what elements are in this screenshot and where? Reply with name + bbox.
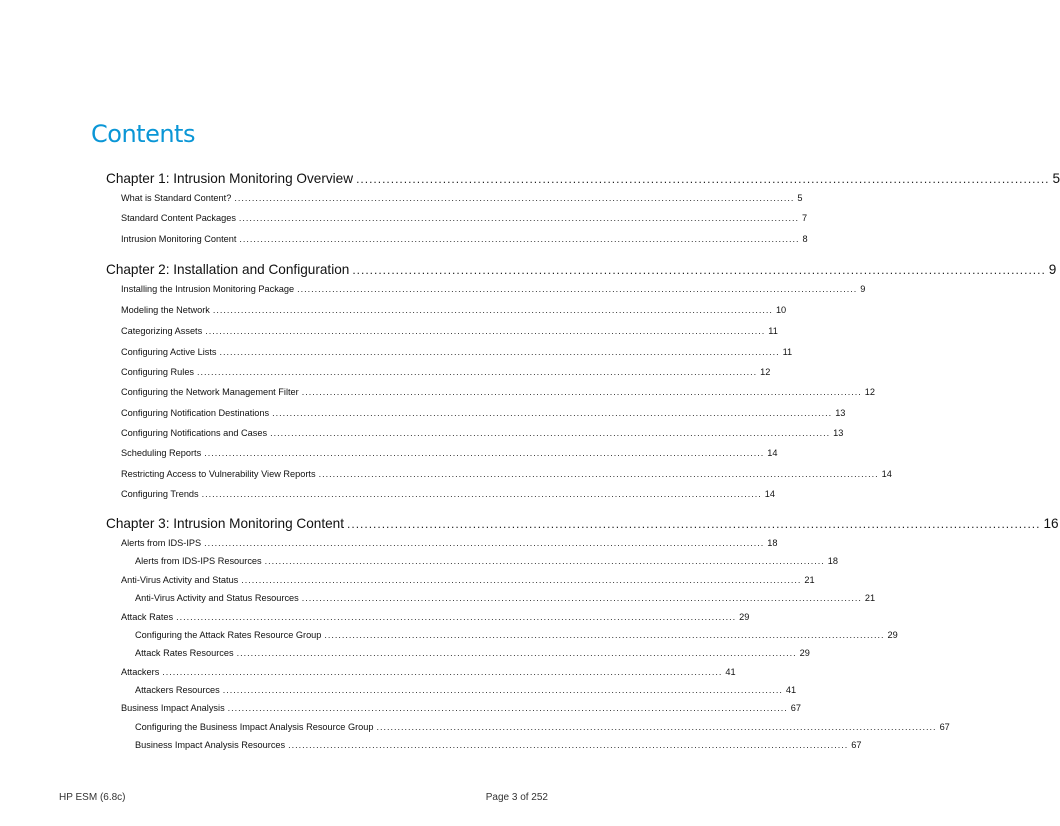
toc-entry-page: 8 (802, 234, 808, 244)
toc-entry-title: Configuring Notification Destinations (121, 408, 270, 418)
toc-dot-leader: ................................................................................................................................................................ (222, 685, 783, 695)
toc-dot-leader: ................................................................................................................................................................ (212, 305, 773, 315)
toc-dot-leader: ................................................................................................................................................................ (352, 263, 1046, 277)
toc-entry-title: Anti-Virus Activity and Status Resources (135, 593, 299, 603)
toc-section-entry[interactable] (121, 193, 803, 203)
toc-entry-page: 14 (881, 469, 892, 479)
toc-entry-title: Configuring Active Lists (121, 347, 217, 357)
toc-dot-leader: ................................................................................................................................................................ (297, 284, 858, 294)
toc-entry-page: 67 (851, 740, 862, 750)
toc-entry-title: Attackers Resources (135, 685, 220, 695)
toc-section-entry[interactable] (121, 234, 808, 244)
toc-dot-leader: ................................................................................................................................................................ (264, 556, 825, 566)
toc-section-entry[interactable] (121, 213, 808, 223)
toc-entry-title: Business Impact Analysis Resources (135, 740, 286, 750)
toc-dot-leader: ................................................................................................................................................................ (270, 428, 831, 438)
toc-dot-leader: ................................................................................................................................................................ (347, 517, 1041, 531)
toc-dot-leader: ................................................................................................................................................................ (288, 740, 849, 750)
toc-entry-page: 41 (785, 685, 797, 695)
toc-dot-leader: ................................................................................................................................................................ (162, 667, 723, 677)
contents-heading: Contents (91, 120, 195, 148)
toc-entry-page: 67 (939, 722, 950, 732)
toc-entry-page: 18 (827, 556, 838, 566)
toc-subsection-entry[interactable] (135, 556, 838, 566)
toc-dot-leader: ................................................................................................................................................................ (301, 387, 862, 397)
toc-entry-page: 11 (782, 347, 793, 357)
toc-dot-leader: ................................................................................................................................................................ (204, 538, 765, 548)
toc-dot-leader: ................................................................................................................................................................ (318, 469, 879, 479)
toc-dot-leader: ................................................................................................................................................................ (205, 326, 766, 336)
toc-entry-page: 16 (1043, 516, 1059, 531)
toc-entry-title: Installing the Intrusion Monitoring Package (121, 284, 295, 294)
toc-entry-title: Configuring the Network Management Filter (121, 387, 299, 397)
toc-section-entry[interactable] (121, 667, 736, 677)
toc-dot-leader: ................................................................................................................................................................ (376, 722, 937, 732)
toc-entry-title: Standard Content Packages (121, 213, 236, 223)
toc-entry-title: Modeling the Network (121, 305, 210, 315)
toc-entry-page: 13 (833, 428, 844, 438)
toc-entry-page: 9 (860, 284, 866, 294)
toc-dot-leader: ................................................................................................................................................................ (219, 347, 780, 357)
toc-entry-page: 14 (767, 448, 778, 458)
toc-section-entry[interactable] (121, 367, 771, 377)
toc-section-entry[interactable] (121, 387, 876, 397)
toc-entry-title: Attackers (121, 667, 160, 677)
toc-dot-leader: ................................................................................................................................................................ (197, 367, 758, 377)
toc-entry-title: Alerts from IDS-IPS (121, 538, 202, 548)
toc-dot-leader: ................................................................................................................................................................ (324, 630, 885, 640)
toc-entry-page: 12 (760, 367, 771, 377)
toc-entry-title: Configuring Trends (121, 489, 199, 499)
toc-dot-leader: ................................................................................................................................................................ (272, 408, 833, 418)
toc-entry-title: Business Impact Analysis (121, 703, 225, 713)
toc-entry-title: Categorizing Assets (121, 326, 203, 336)
toc-section-entry[interactable] (121, 305, 787, 315)
toc-dot-leader: ................................................................................................................................................................ (236, 648, 797, 658)
toc-entry-page: 67 (790, 703, 801, 713)
toc-entry-page: 29 (739, 612, 750, 622)
toc-entry-page: 7 (802, 213, 808, 223)
toc-subsection-entry[interactable] (135, 593, 876, 603)
toc-entry-page: 21 (804, 575, 815, 585)
toc-entry-title: Alerts from IDS-IPS Resources (135, 556, 262, 566)
toc-entry-page: 5 (1052, 171, 1060, 186)
toc-section-entry[interactable] (121, 428, 844, 438)
toc-entry-title: Chapter 2: Installation and Configuration (106, 262, 350, 277)
toc-entry-page: 13 (835, 408, 846, 418)
toc-subsection-entry[interactable] (135, 722, 950, 732)
toc-entry-page: 41 (725, 667, 736, 677)
toc-dot-leader: ................................................................................................................................................................ (356, 172, 1050, 186)
toc-chapter-entry[interactable] (106, 171, 1060, 186)
toc-entry-page: 14 (764, 489, 775, 499)
toc-chapter-entry[interactable] (106, 516, 1059, 531)
toc-entry-page: 21 (864, 593, 876, 603)
toc-entry-page: 9 (1048, 262, 1057, 277)
toc-entry-page: 5 (797, 193, 803, 203)
toc-dot-leader: ................................................................................................................................................................ (241, 575, 802, 585)
toc-dot-leader: ................................................................................................................................................................ (239, 234, 800, 244)
toc-entry-title: Attack Rates (121, 612, 174, 622)
toc-entry-page: 29 (887, 630, 898, 640)
toc-dot-leader: ................................................................................................................................................................ (238, 213, 799, 223)
toc-entry-page: 12 (864, 387, 876, 397)
toc-dot-leader: ................................................................................................................................................................ (204, 448, 765, 458)
toc-section-entry[interactable] (121, 703, 801, 713)
toc-section-entry[interactable] (121, 489, 775, 499)
toc-dot-leader: ................................................................................................................................................................ (176, 612, 737, 622)
toc-entry-title: Scheduling Reports (121, 448, 202, 458)
toc-entry-title: Configuring Notifications and Cases (121, 428, 268, 438)
footer-product: HP ESM (6.8c) (59, 792, 126, 803)
toc-subsection-entry[interactable] (135, 630, 898, 640)
toc-section-entry[interactable] (121, 469, 892, 479)
toc-entry-page: 10 (775, 305, 787, 315)
toc-entry-title: Configuring the Attack Rates Resource Group (135, 630, 322, 640)
toc-section-entry[interactable] (121, 284, 866, 294)
toc-section-entry[interactable] (121, 612, 750, 622)
toc-dot-leader: ................................................................................................................................................................ (227, 703, 788, 713)
toc-entry-title: Anti-Virus Activity and Status (121, 575, 239, 585)
toc-entry-page: 18 (767, 538, 778, 548)
toc-entry-title: Chapter 3: Intrusion Monitoring Content (106, 516, 345, 531)
toc-entry-title: Configuring the Business Impact Analysis Resource Group (135, 722, 374, 732)
toc-section-entry[interactable] (121, 408, 846, 418)
toc-dot-leader: ................................................................................................................................................................ (301, 593, 862, 603)
toc-entry-title: What is Standard Content? (121, 193, 232, 203)
toc-subsection-entry[interactable] (135, 740, 862, 750)
toc-subsection-entry[interactable] (135, 648, 810, 658)
toc-entry-page: 29 (799, 648, 810, 658)
toc-section-entry[interactable] (121, 448, 778, 458)
toc-entry-title: Attack Rates Resources (135, 648, 234, 658)
toc-section-entry[interactable] (121, 575, 815, 585)
toc-section-entry[interactable] (121, 538, 778, 548)
toc-entry-title: Restricting Access to Vulnerability View Reports (121, 469, 316, 479)
toc-section-entry[interactable] (121, 326, 778, 336)
footer-page-number: Page 3 of 252 (485, 792, 548, 803)
toc-entry-page: 11 (768, 326, 778, 336)
toc-dot-leader: ................................................................................................................................................................ (234, 193, 795, 203)
toc-entry-title: Configuring Rules (121, 367, 195, 377)
toc-dot-leader: ................................................................................................................................................................ (201, 489, 762, 499)
toc-chapter-entry[interactable] (106, 262, 1057, 277)
toc-subsection-entry[interactable] (135, 685, 797, 695)
toc-entry-title: Intrusion Monitoring Content (121, 234, 237, 244)
toc-section-entry[interactable] (121, 347, 793, 357)
toc-entry-title: Chapter 1: Intrusion Monitoring Overview (106, 171, 354, 186)
